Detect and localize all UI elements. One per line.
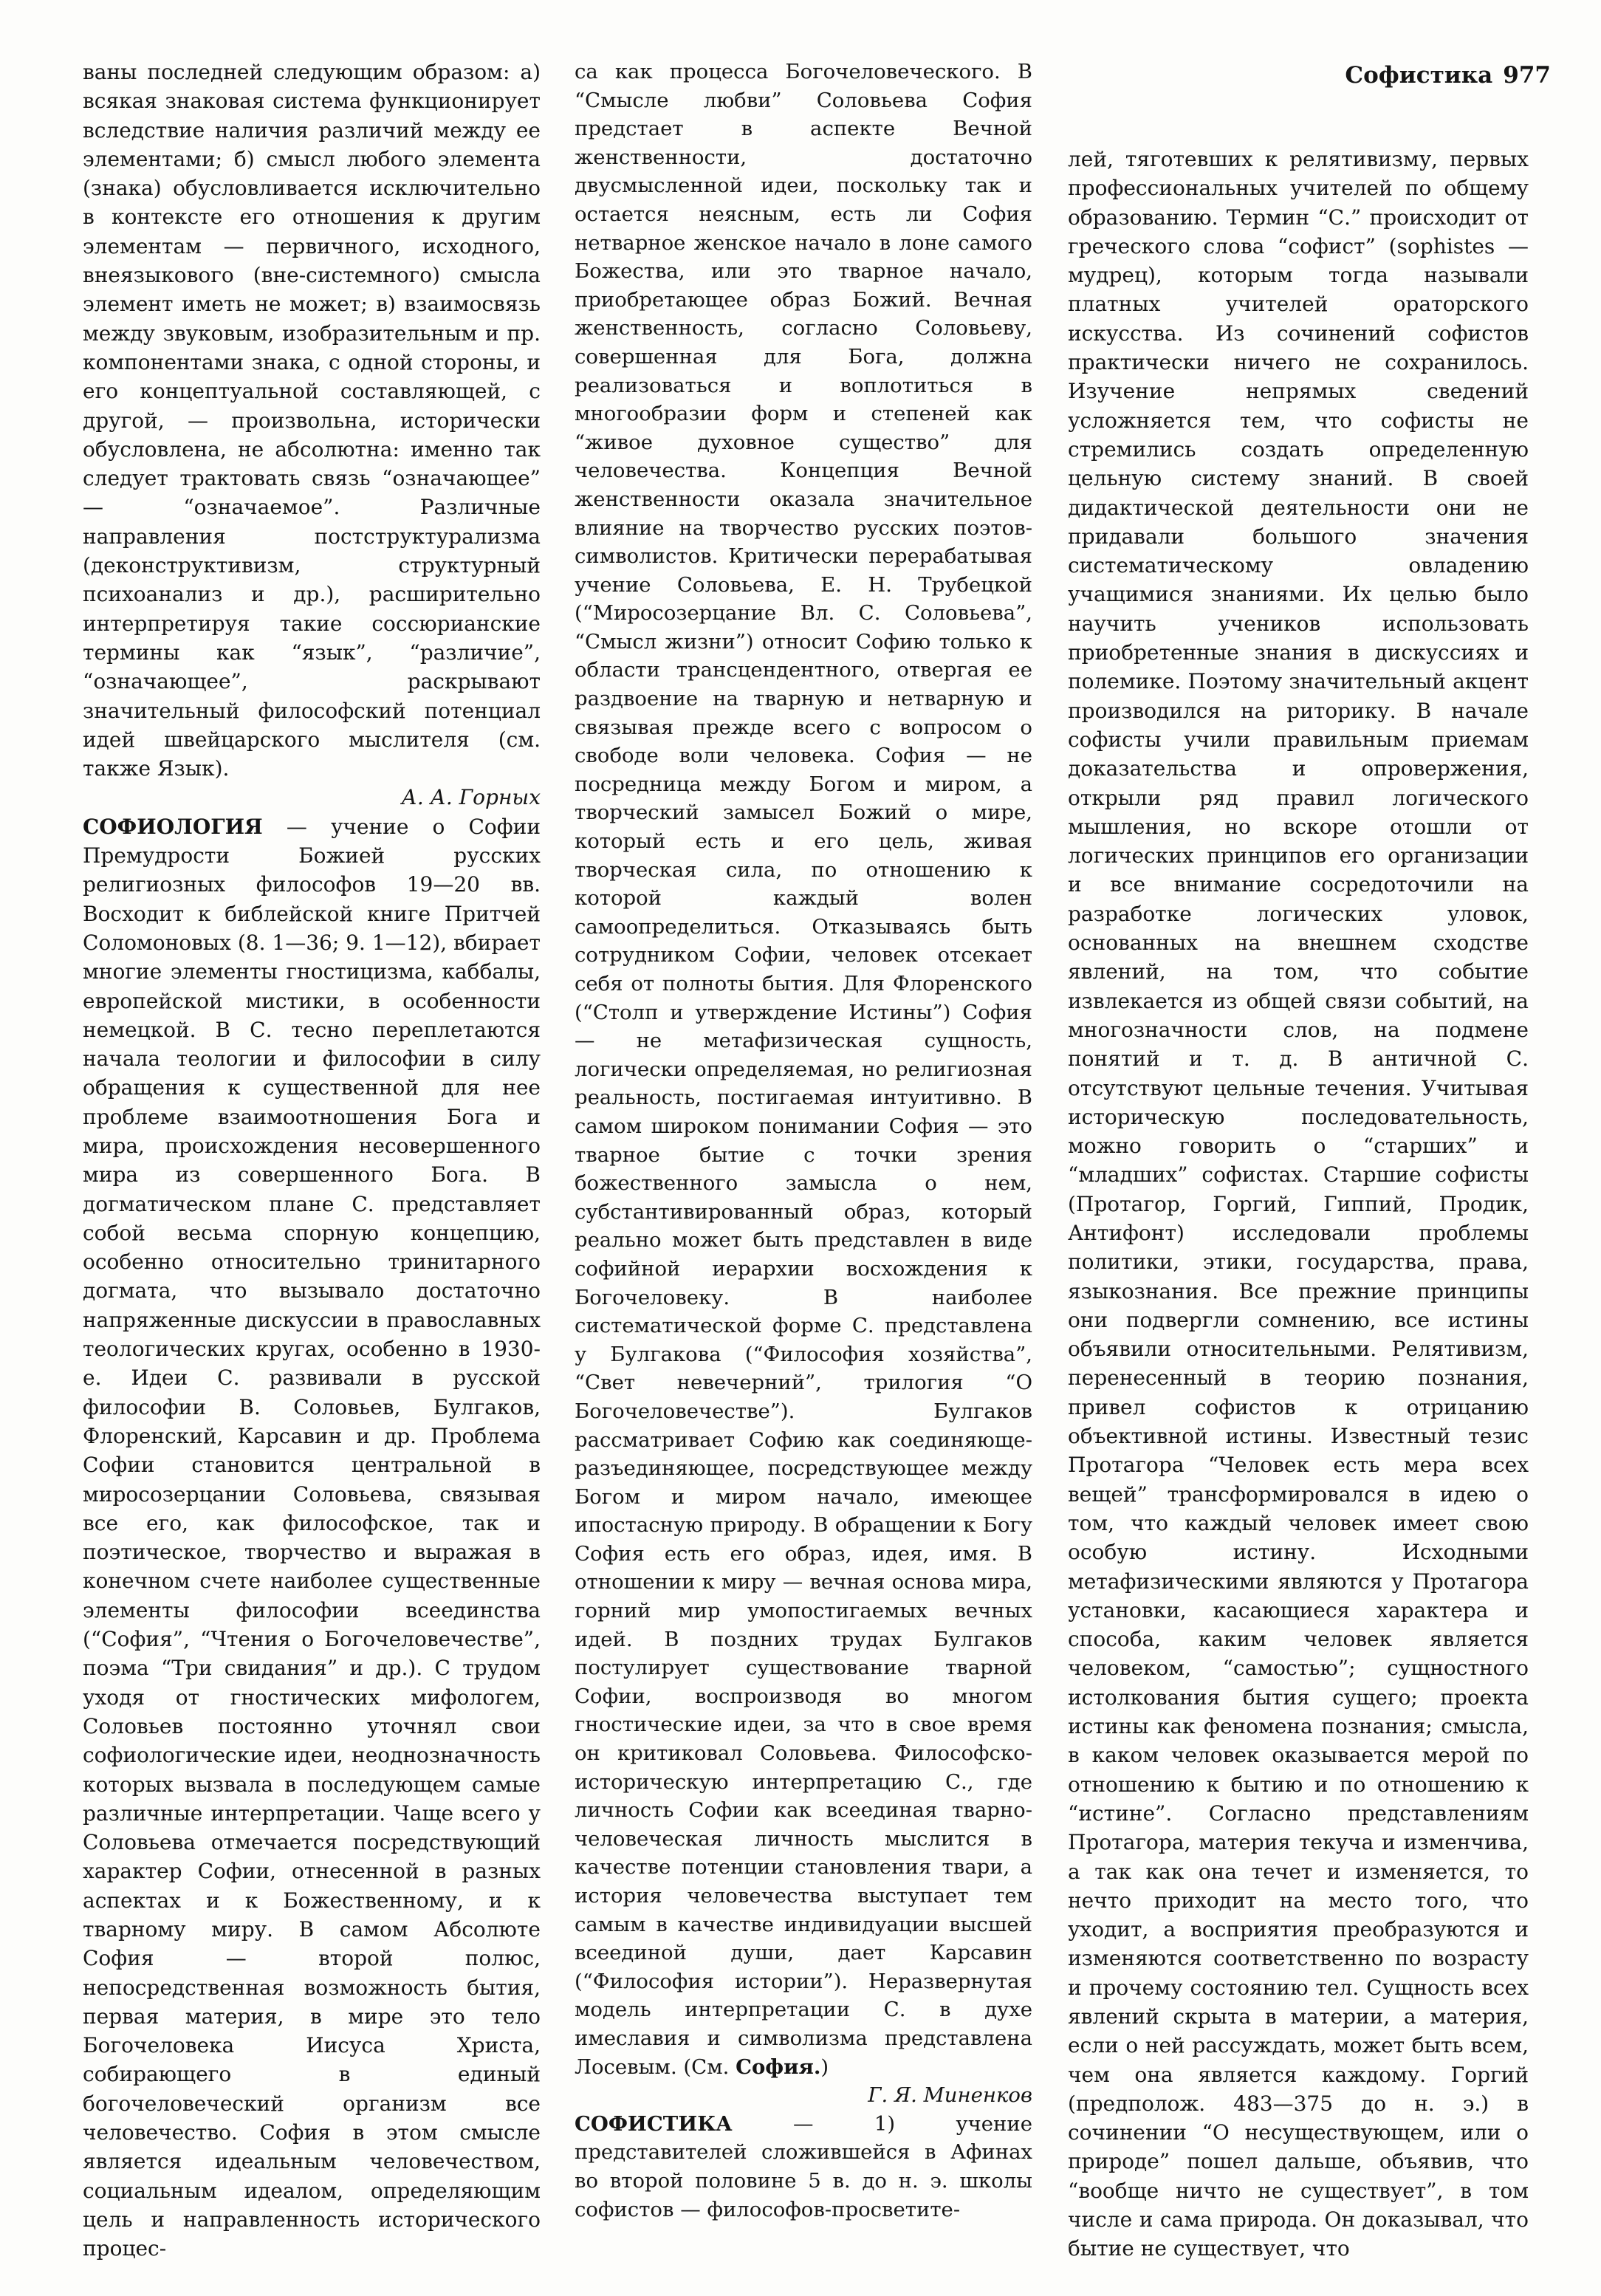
page-number: 977 <box>1503 62 1551 89</box>
entry-text: — 1) учение представителей сложившейся в Афинах во второй половине 5 в. до н. э. школы софистов — философов-просветите- <box>575 2111 1032 2221</box>
paragraph-text: са как процесса Богочеловеческого. В “Смысле любви” Соловьева София предстает в аспекте Вечной женственности, достаточно двусмысленной идеи, поскольку так и остается неясным, есть ли София нетварное женское начало в лоне самого Божества, или это тварное начало, приобретающее образ Божий. Вечная женственность, согласно Соловьеву, совершенная для Бога, должна реализоваться и воплотиться в многообразии форм и степеней как “живое духовное существо” для человечества. Концепция Вечной женственности оказала значительное влияние на творчество русских поэтов-символистов. Критически перерабатывая учение Соловьева, Е. Н. Трубецкой (“Миросозерцание Вл. С. Соловьева”, “Смысл жизни”) относит Софию только к области трансцендентного, отвергая ее раздвоение на тварную и нетварную и связывая прежде всего с вопросом о свободе воли человека. София — не посредница между Богом и миром, а творческий замысел Божий о мире, который есть и его цель, живая творческая сила, по отношению к которой каждый волен самоопределиться. Отказываясь быть сотрудником Софии, человек отсекает себя от полноты бытия. Для Флоренского (“Столп и утверждение Истины”) София — не метафизическая сущность, логически определяемая, но религиозная реальность, постигаемая интуитивно. В самом широком понимании София — это тварное бытие с точки зрения божественного замысла о нем, субстантивированный образ, который реально может быть представлен в виде софийной иерархии восхождения к Богочеловеку. В наиболее систематической форме С. представлена у Булгакова (“Философия хозяйства”, “Свет невечерний”, трилогия “О Богочеловечестве”). Булгаков рассматривает Софию как соединяюще-разъединяющее, посредствующее между Богом и миром начало, имеющее ипостасную природу. В обращении к Богу София есть его образ, идея, имя. В отношении к миру — вечная основа мира, горний мир умопостигаемых вечных идей. В поздних трудах Булгаков постулирует существование тварной Софии, воспроизводя во многом гностические идеи, за что в свое время он критиковал Соловьева. Философско-историческую интерпретацию С., где личность Софии как всеединая тварно-человеческая личность мыслится в качестве потенции становления твари, а история человечества выступает тем самым в качестве индивидуации высшей всеединой души, дает Карсавин (“Философия истории”). Неразвернутая модель интерпретации С. в духе имеславия и символизма представлена Лосевым. <box>575 60 1032 2079</box>
column-3 <box>1068 145 1529 2264</box>
author-signature: А. А. Горных <box>401 785 541 810</box>
entry-sofiologiya <box>83 812 541 2264</box>
see-prefix: (См. <box>676 2055 736 2079</box>
column-1 <box>83 58 541 2264</box>
continued-paragraph <box>575 58 1032 2081</box>
entry-term: СОФИОЛОГИЯ <box>83 814 263 839</box>
see-suffix: ) <box>820 2055 829 2079</box>
entry-term: СОФИСТИКА <box>575 2111 733 2136</box>
running-header <box>1226 62 1551 89</box>
continued-paragraph: ваны последней следующим образом: а) всякая знаковая система функционирует вследствие наличия различий между ее элементами; б) смысл любого элемента (знака) обусловливается исключительно в контексте его отношения к другим элементам — первичного, исходного, внеязыкового (вне-системного) смысла элемент иметь не может; в) взаимосвязь между звуковым, изобразительным и пр. компонентами знака, с одной стороны, и его концептуальной составляющей, с другой, — произвольна, исторически обусловлена, не абсолютна: именно так следует трактовать связь “означающее” — “означаемое”. Различные направления постструктурализма (деконструктивизм, структурный психоанализ и др.), расширительно интерпретируя такие соссюрианские термины как “язык”, “различие”, “означающее”, раскрывают значительный философский потенциал идей швейцарского мыслителя (см. также Язык). <box>83 60 541 781</box>
column-2 <box>575 58 1032 2224</box>
cross-reference: София. <box>736 2055 821 2079</box>
entry-sofistika <box>575 2110 1032 2224</box>
entry-text: — учение о Софии Премудрости Божией русских религиозных философов 19—20 вв. Восходит к библейской книге Притчей Соломоновых (8. 1—36; 9. 1—12), вбирает многие элементы гностицизма, каббалы, европейской мистики, в особенности немецкой. В С. тесно переплетаются начала теологии и философии в силу обращения к существенной для нее проблеме взаимоотношения Бога и мира, происхождения несовершенного мира из совершенного Бога. В догматическом плане С. представляет собой весьма спорную концепцию, особенно относительно тринитарного догмата, что вызывало достаточно напряженные дискуссии в православных теологических кругах, особенно в 1930-е. Идеи С. развивали в русской философии В. Соловьев, Булгаков, Флоренский, Карсавин и др. Проблема Софии становится центральной в миросозерцании Соловьева, связывая все его, как философское, так и поэтическое, творчество и выражая в конечном счете наиболее существенные элементы философии всеединства (“София”, “Чтения о Богочеловечестве”, поэма “Три свидания” и др.). С трудом уходя от гностических мифологем, Соловьев постоянно уточнял свои софиологические идеи, неоднозначность которых вызвала в последующем самые различные интерпретации. Чаще всего у Соловьева отмечается посредствующий характер Софии, отнесенной в разных аспектах и к Божественному, и к тварному миру. В самом Абсолюте София — второй полюс, непосредственная возможность бытия, первая материя, в мире это тело Богочеловека Иисуса Христа, собирающего в единый богочеловеческий организм все человечество. София в этом смысле является идеальным человечеством, социальным идеалом, определяющим цель и направленность исторического процес- <box>83 814 541 2261</box>
running-title: Софистика <box>1345 62 1493 89</box>
author-signature: Г. Я. Миненков <box>868 2083 1032 2108</box>
continued-paragraph: лей, тяготевших к релятивизму, первых профессиональных учителей по общему образованию. Термин “С.” происходит от греческого слова “софист” (sophistes — мудрец), которым тогда называли платных учителей ораторского искусства. Из сочинений софистов практически ничего не сохранилось. Изучение непрямых сведений усложняется тем, что софисты не стремились создать определенную цельную систему знаний. В своей дидактической деятельности они не придавали большого значения систематическому овладению учащимися знаниями. Их целью было научить учеников использовать приобретенные знания в дискуссиях и полемике. Поэтому значительный акцент производился на риторику. В начале софисты учили правильным приемам доказательства и опровержения, открыли ряд правил логического мышления, но вскоре отошли от логических принципов его организации и все внимание сосредоточили на разработке логических уловок, основанных на внешнем сходстве явлений, на том, что событие извлекается из общей связи событий, на многозначности слов, на подмене понятий и т. д. В античной С. отсутствуют цельные течения. Учитывая историческую последовательность, можно говорить о “старших” и “младших” софистах. Старшие софисты (Протагор, Горгий, Гиппий, Продик, Антифонт) исследовали проблемы политики, этики, государства, права, языкознания. Все прежние принципы они подвергли сомнению, все истины объявили относительными. Релятивизм, перенесенный в теорию познания, привел софистов к отрицанию объективной истины. Известный тезис Протагора “Человек есть мера всех вещей” трансформировался в идею о том, что каждый человек имеет свою особую истину. Исходными метафизическими являются у Протагора установки, касающиеся характера и способа, каким человек является человеком, “самостью”; сущностного истолкования бытия сущего; проекта истины как феномена познания; смысла, в каком человек оказывается мерой по отношению к бытию и по отношению к “истине”. Согласно представлениям Протагора, материя текуча и изменчива, а так как она течет и изменяется, то нечто приходит на место того, что уходит, а восприятия преобразуются и изменяются соответственно по возрасту и прочему состоянию тел. Сущность всех явлений скрыта в материи, а материя, если о ней рассуждать, может быть всем, чем она является каждому. Горгий (предполож. 483—375 до н. э.) в сочинении “О несуществующем, или о природе” пошел дальше, объявив, что “вообще ничто не существует”, в том числе и сама природа. Он доказывал, что бытие не существует, что <box>1068 147 1529 2261</box>
